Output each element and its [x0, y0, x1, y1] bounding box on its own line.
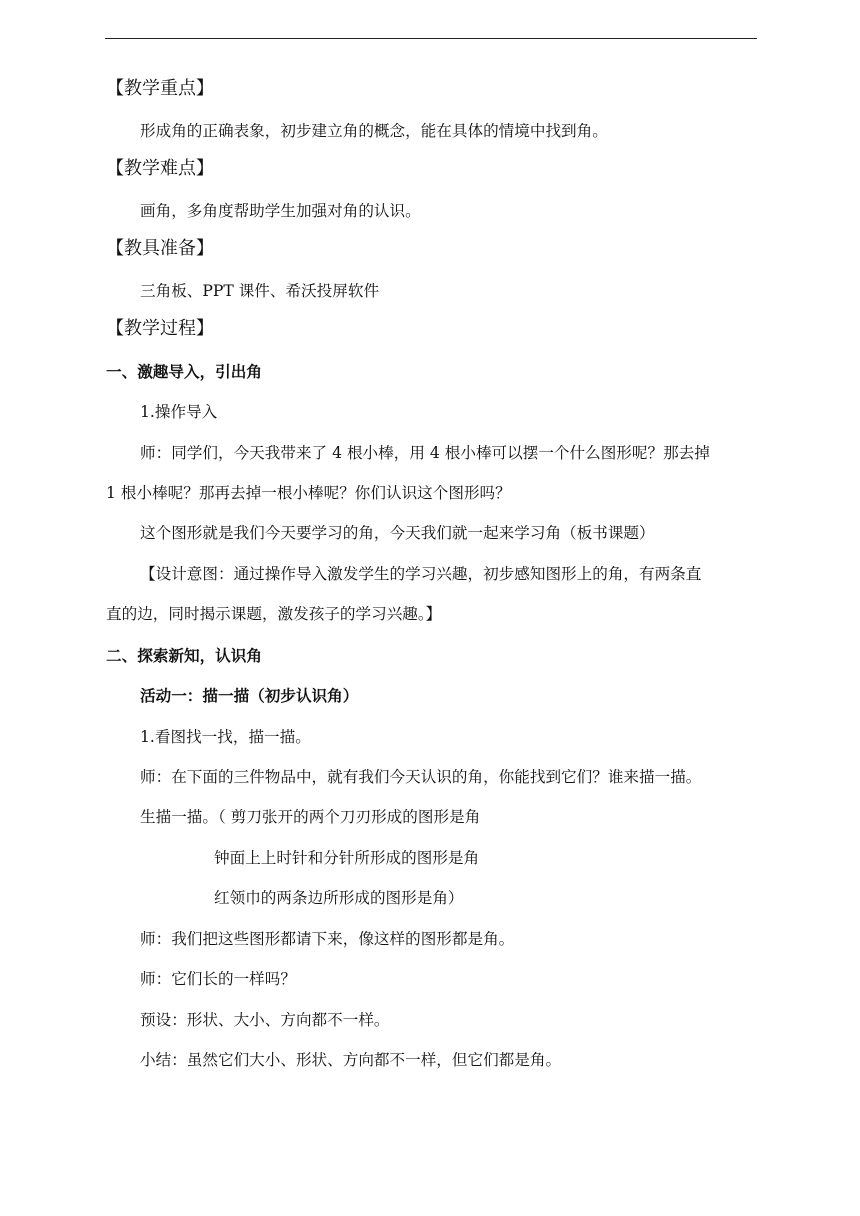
design-intent-line2: 直的边，同时揭示课题，激发孩子的学习兴趣。】 — [106, 605, 442, 623]
activity1-title: 活动一：描一描（初步认识角） — [140, 686, 359, 705]
preset-answer: 预设：形状、大小、方向都不一样。 — [140, 1011, 390, 1029]
header-rule — [105, 38, 757, 39]
heading-difficult-points: 【教学难点】 — [106, 158, 214, 179]
part1-title: 一、激趣导入，引出角 — [106, 362, 262, 381]
student-trace-line1: 生描一描。（ 剪刀张开的两个刀刃形成的图形是角 — [140, 808, 481, 826]
student-trace-line2: 钟面上上时针和分针所形成的图形是角 — [214, 849, 480, 867]
part1-teacher-line1: 师：同学们，今天我带来了 4 根小棒，用 4 根小棒可以摆一个什么图形呢？那去掉 — [140, 444, 710, 462]
difficult-points-text: 画角，多角度帮助学生加强对角的认识。 — [140, 202, 421, 220]
part1-step1: 1.操作导入 — [140, 403, 218, 421]
teacher-invite: 师：我们把这些图形都请下来，像这样的图形都是角。 — [140, 930, 515, 948]
teacher-ask: 师：它们长的一样吗？ — [140, 970, 296, 988]
heading-teaching-tools: 【教具准备】 — [106, 238, 214, 259]
teacher-find-angles: 师：在下面的三件物品中，就有我们今天认识的角，你能找到它们？谁来描一描。 — [140, 768, 702, 786]
part1-teacher-line2: 1 根小棒呢？那再去掉一根小棒呢？你们认识这个图形吗？ — [106, 484, 511, 502]
student-trace-line3: 红领巾的两条边所形成的图形是角） — [214, 889, 464, 907]
part2-title: 二、探索新知，认识角 — [106, 646, 262, 665]
summary: 小结：虽然它们大小、形状、方向都不一样，但它们都是角。 — [140, 1051, 562, 1069]
part1-intro: 这个图形就是我们今天要学习的角，今天我们就一起来学习角（板书课题） — [140, 524, 655, 542]
key-points-text: 形成角的正确表象，初步建立角的概念，能在具体的情境中找到角。 — [140, 122, 608, 140]
heading-key-points: 【教学重点】 — [106, 78, 214, 99]
teaching-tools-text: 三角板、PPT 课件、希沃投屏软件 — [140, 282, 380, 300]
activity1-step1: 1.看图找一找，描一描。 — [140, 728, 311, 746]
heading-teaching-process: 【教学过程】 — [106, 318, 214, 339]
design-intent-line1: 【设计意图：通过操作导入激发学生的学习兴趣，初步感知图形上的角，有两条直 — [140, 565, 702, 583]
